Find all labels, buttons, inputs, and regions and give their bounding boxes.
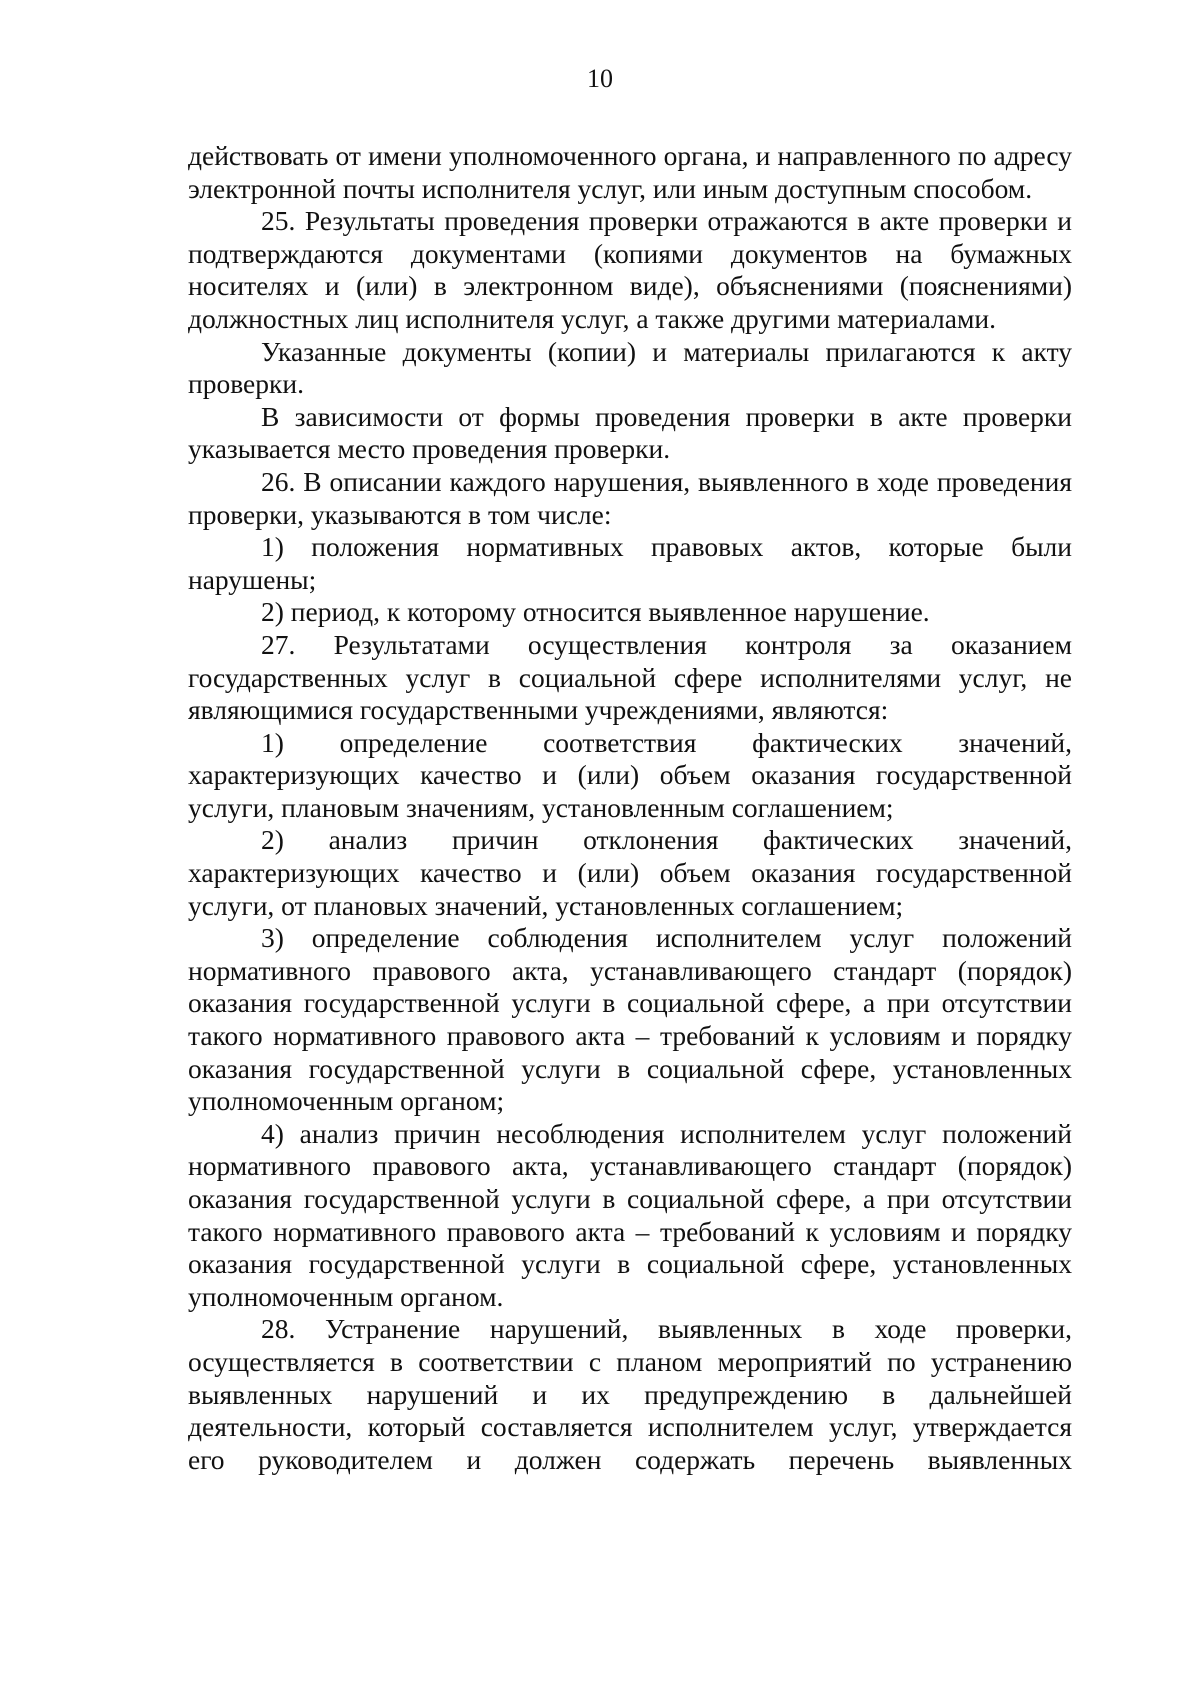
paragraph-25: 25. Результаты проведения проверки отражаются в акте проверки и подтверждаются документами (копиями документов на бумажных носителях и (или) в электронном виде), объяснениями (пояснениями) должностных лиц исполнителя услуг, а также другими материалами. [188,205,1072,334]
paragraph-continuation: действовать от имени уполномоченного органа, и направленного по адресу электронной почты исполнителя услуг, или иным доступным способом. [188,140,1072,204]
paragraph-26-item-1: 1) положения нормативных правовых актов, которые были нарушены; [188,531,1072,595]
paragraph-27-item-1: 1) определение соответствия фактических значений, характеризующих качество и (или) объем оказания государственной услуги, плановым значениям, установленным соглашением; [188,726,1072,823]
paragraph-26-item-2: 2) период, к которому относится выявленное нарушение. [261,596,930,628]
paragraph-25-documents: Указанные документы (копии) и материалы прилагаются к акту проверки. [188,335,1072,400]
paragraph-27-item-4: 4) анализ причин несоблюдения исполнителем услуг положений нормативного правового акта, устанавливающего стандарт (порядок) оказания государственной услуги в социальной сфере, а при отсутствии такого нормативного правового акта – требований к условиям и порядку оказания государственной услуги в социальной сфере, установленных уполномоченным органом. [188,1117,1072,1312]
paragraph-27: 27. Результатами осуществления контроля за оказанием государственных услуг в социальной сфере исполнителями услуг, не являющимися государственными учреждениями, являются: [188,628,1072,726]
page-number: 10 [587,64,613,93]
paragraph-27-item-2: 2) анализ причин отклонения фактических значений, характеризующих качество и (или) объем оказания государственной услуги, от плановых значений, установленных соглашением; [188,824,1072,921]
paragraph-28: 28. Устранение нарушений, выявленных в ходе проверки, осуществляется в соответствии с планом мероприятий по устранению выявленных нарушений и их предупреждению в дальнейшей деятельности, который составляется исполнителем услуг, утверждается его руководителем и должен содержать перечень выявленных [188,1313,1072,1475]
paragraph-27-item-3: 3) определение соблюдения исполнителем услуг положений нормативного правового акта, устанавливающего стандарт (порядок) оказания государственной услуги в социальной сфере, а при отсутствии такого нормативного правового акта – требований к условиям и порядку оказания государственной услуги в социальной сфере, установленных уполномоченным органом; [188,922,1072,1117]
document-body [188,140,1072,1476]
paragraph-26: 26. В описании каждого нарушения, выявленного в ходе проведения проверки, указываются в том числе: [188,465,1072,530]
paragraph-25-place: В зависимости от формы проведения проверки в акте проверки указывается место проведения проверки. [188,400,1072,465]
